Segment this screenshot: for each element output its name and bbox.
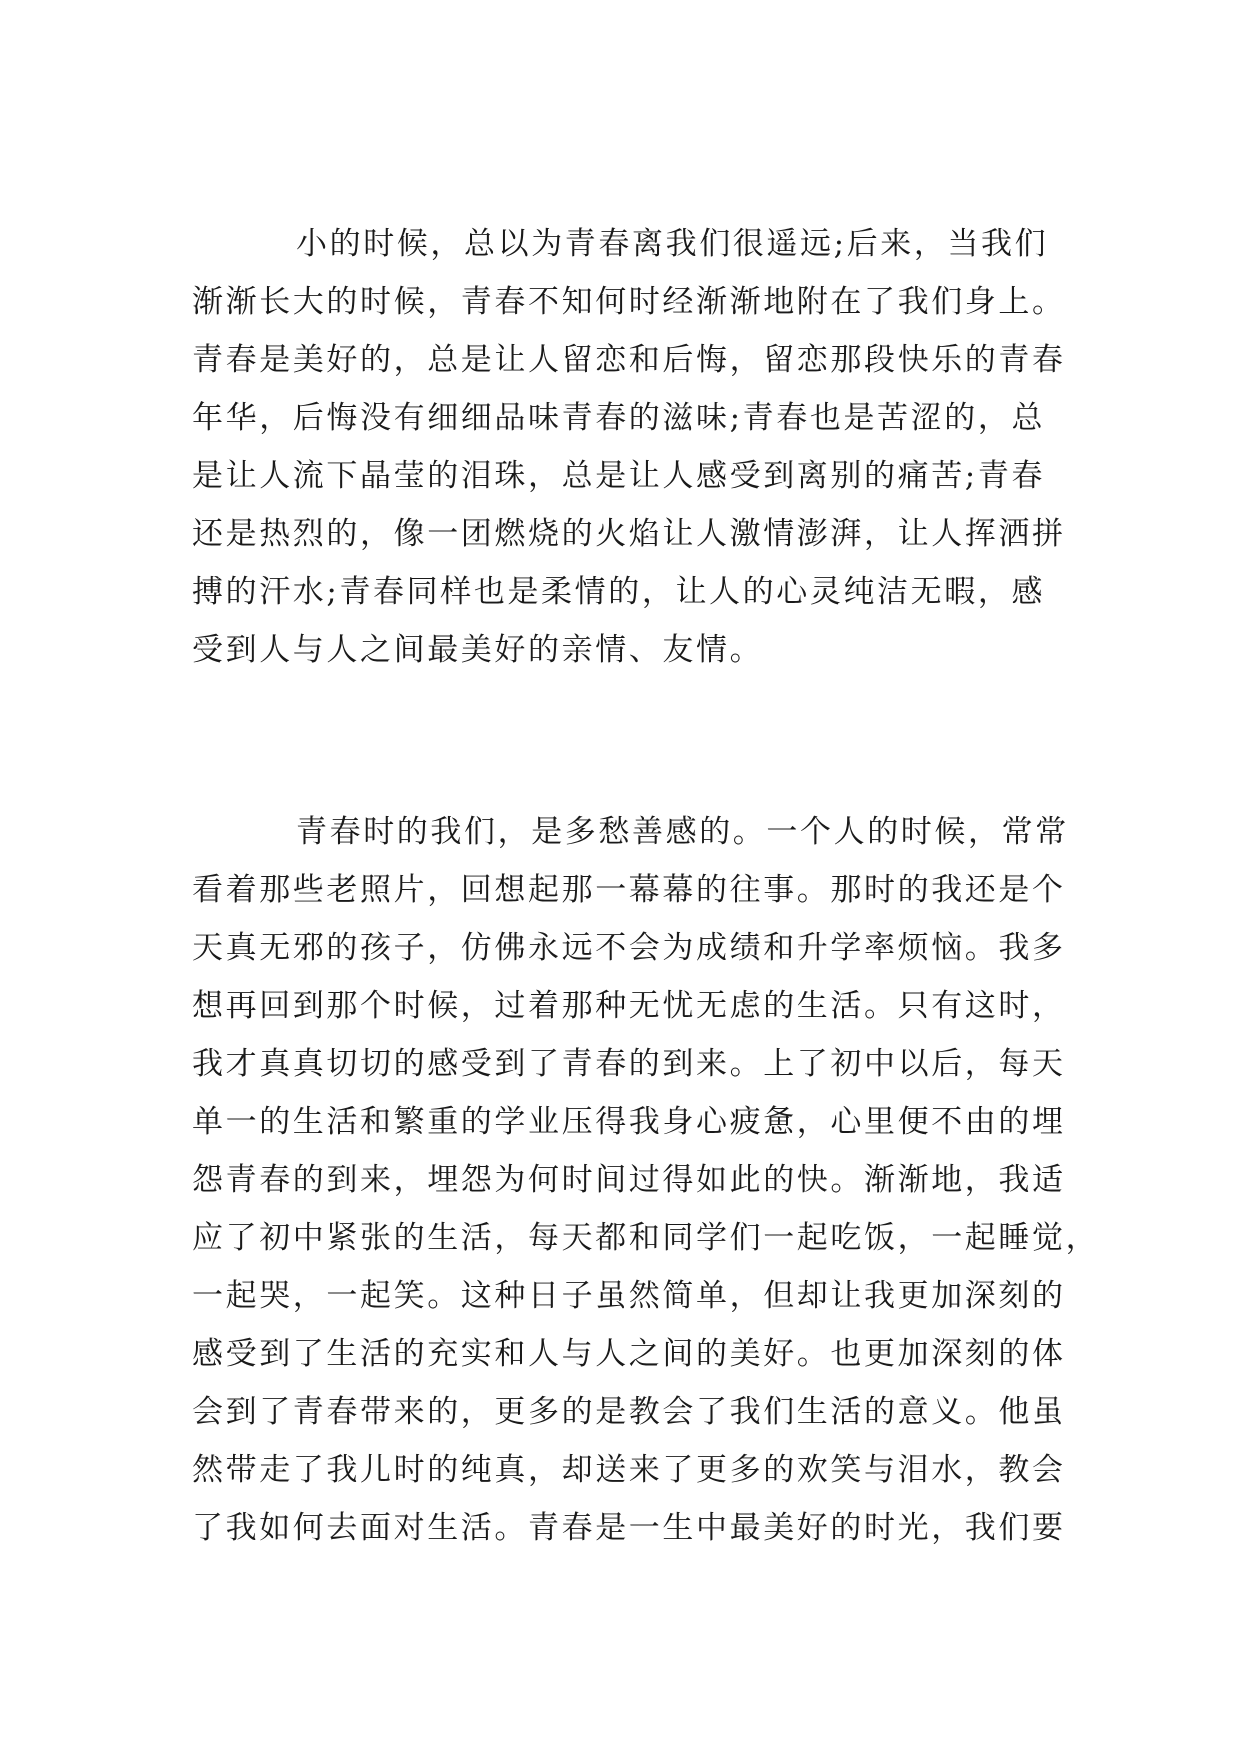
paragraph-2 [192, 803, 1100, 1557]
paragraph-line: 受到人与人之间最美好的亲情、友情。 [192, 632, 764, 668]
paragraph-line: 我才真真切切的感受到了青春的到来。上了初中以后，每天 [192, 1046, 1066, 1082]
paragraph-1 [192, 215, 1072, 679]
paragraph-line: 青春是美好的，总是让人留恋和后悔，留恋那段快乐的青春 [192, 342, 1066, 378]
paragraph-line: 一起哭，一起笑。这种日子虽然简单，但却让我更加深刻的 [192, 1278, 1066, 1314]
paragraph-line: 是让人流下晶莹的泪珠，总是让人感受到离别的痛苦;青春 [192, 458, 1046, 494]
paragraph-line: 单一的生活和繁重的学业压得我身心疲惫，心里便不由的埋 [192, 1104, 1066, 1140]
paragraph-line: 渐渐长大的时候，青春不知何时经渐渐地附在了我们身上。 [192, 284, 1066, 320]
paragraph-line: 会到了青春带来的，更多的是教会了我们生活的意义。他虽 [192, 1394, 1066, 1430]
paragraph-line: 青春时的我们，是多愁善感的。一个人的时候，常常 [296, 814, 1069, 850]
paragraph-line: 怨青春的到来，埋怨为何时间过得如此的快。渐渐地，我适 [192, 1162, 1066, 1198]
paragraph-line: 还是热烈的，像一团燃烧的火焰让人激情澎湃，让人挥洒拼 [192, 516, 1066, 552]
paragraph-line: 了我如何去面对生活。青春是一生中最美好的时光，我们要 [192, 1510, 1066, 1546]
paragraph-line: 然带走了我儿时的纯真，却送来了更多的欢笑与泪水，教会 [192, 1452, 1066, 1488]
paragraph-line: 想再回到那个时候，过着那种无忧无虑的生活。只有这时， [192, 988, 1066, 1024]
paragraph-line: 年华，后悔没有细细品味青春的滋味;青春也是苦涩的，总 [192, 400, 1046, 436]
paragraph-line: 看着那些老照片，回想起那一幕幕的往事。那时的我还是个 [192, 872, 1066, 908]
paragraph-line: 小的时候，总以为青春离我们很遥远;后来，当我们 [296, 226, 1049, 262]
paragraph-line: 感受到了生活的充实和人与人之间的美好。也更加深刻的体 [192, 1336, 1066, 1372]
paragraph-line: 应了初中紧张的生活，每天都和同学们一起吃饭，一起睡觉， [192, 1220, 1100, 1256]
paragraph-line: 搏的汗水;青春同样也是柔情的，让人的心灵纯洁无暇，感 [192, 574, 1046, 610]
paragraph-line: 天真无邪的孩子，仿佛永远不会为成绩和升学率烦恼。我多 [192, 930, 1066, 966]
